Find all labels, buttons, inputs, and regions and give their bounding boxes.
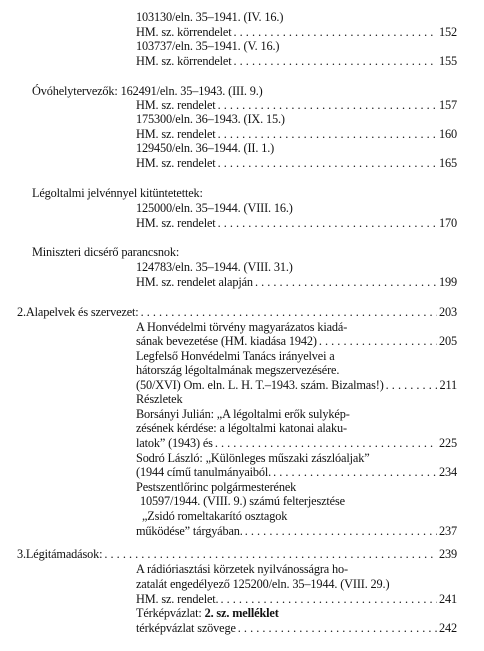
toc-entry-text: HM. sz. körrendelet [136,25,232,39]
page-number: 165 [439,156,457,170]
toc-entry-text: 125000/eln. 35–1944. (VIII. 16.) [136,201,293,215]
page-number: 199 [439,275,457,289]
toc-entry [136,592,457,606]
page-number: 170 [439,216,457,230]
toc-entry [136,334,457,348]
section-heading [17,305,457,319]
toc-entry-label: Térképvázlat: [136,606,205,620]
toc-entry-text: HM. sz. rendelet alapján [136,275,253,289]
page-number: 152 [439,25,457,39]
toc-entry [136,275,457,289]
toc-entry [136,465,457,479]
toc-entry-text: A Honvédelmi törvény magyarázatos kiadá- [136,320,348,334]
dot-leader [245,524,437,538]
toc-entry-text: működése” tárgyában. [136,524,243,538]
dot-leader [215,436,437,450]
page-number: 225 [439,436,457,450]
toc-entry-text: Sodró László: „Különleges műszaki zászlóaljak” [136,451,370,465]
page-number: 155 [439,54,457,68]
toc-entry [136,54,457,68]
toc-entry-text: zésének kérdése: a légoltalmi katonai alaku- [136,421,347,435]
toc-entry-text: HM. sz. rendelet [136,127,216,141]
toc-entry-text: Legfelső Honvédelmi Tanács irányelvei a [136,349,335,363]
page-number: 234 [439,465,457,479]
dot-leader [319,334,437,348]
dot-leader [218,156,437,170]
toc-entry-text: 10597/1944. (VIII. 9.) számú felterjesztése [140,494,345,508]
dot-leader [218,216,437,230]
toc-entry [136,524,457,538]
toc-entry-text: Részletek [136,392,183,406]
toc-entry-text: A rádióriasztási körzetek nyilvánosságra ho- [136,562,348,576]
dot-leader [104,547,437,561]
toc-entry-text: (50/XVI) Om. eln. L. H. T.–1943. szám. Bizalmas!) [136,378,384,392]
dot-leader [255,275,437,289]
page-number: 160 [439,127,457,141]
toc-entry [136,98,457,112]
toc-entry-text: 129450/eln. 36–1944. (II. 1.) [136,141,275,155]
toc-entry-text: Pestszentlőrinc polgármesterének [136,480,297,494]
toc-entry-text: sának bevezetése (HM. kiadása 1942) [136,334,317,348]
toc-entry-text: 175300/eln. 36–1943. (IX. 15.) [136,112,285,126]
page-number: 239 [439,547,457,561]
page-number: 211 [439,378,457,392]
toc-entry-text: HM. sz. rendelet [136,98,216,112]
toc-entry [136,621,457,635]
toc-entry-text [136,606,279,620]
toc-entry-text: 103130/eln. 35–1941. (IV. 16.) [136,10,284,24]
toc-entry-text: HM. sz. rendelet [136,156,216,170]
dot-leader [273,465,437,479]
toc-entry-text: 103737/eln. 35–1941. (V. 16.) [136,39,280,53]
page-number: 205 [439,334,457,348]
dot-leader [141,305,437,319]
toc-entry-text: zatalát engedélyező 125200/eln. 35–1944. (VIII. 29.) [136,577,390,591]
page-number: 203 [439,305,457,319]
toc-entry [136,378,457,392]
toc-entry-text: hátország légoltalmának megszervezésére. [136,363,340,377]
dot-leader [234,54,438,68]
section-heading [17,547,457,561]
toc-entry-text: HM. sz. rendelet [136,216,216,230]
toc-entry-text: (1944 című tanulmányaiból. [136,465,272,479]
dot-leader [218,127,437,141]
appendix-reference: 2. sz. melléklet [204,606,279,620]
toc-entry-text: 3.Légitámadások: [17,547,103,561]
dot-leader [386,378,438,392]
toc-entry-text: „Zsidó romeltakarító osztagok [142,509,288,523]
page-number: 237 [439,524,457,538]
dot-leader [220,592,437,606]
toc-entry [136,127,457,141]
dot-leader [218,98,437,112]
section-heading: Légoltalmi jelvénnyel kitüntetettek: [32,186,203,200]
page-number: 242 [439,621,457,635]
section-heading: Miniszteri dicsérő parancsnok: [32,245,180,259]
toc-entry-text: HM. sz. körrendelet [136,54,232,68]
toc-entry-text: 124783/eln. 35–1944. (VIII. 31.) [136,260,293,274]
toc-entry-text: latok” (1943) és [136,436,213,450]
section-heading: Óvóhelytervezők: 162491/eln. 35–1943. (III. 9.) [32,84,263,98]
toc-entry-text: térképvázlat szövege [136,621,236,635]
page-number: 241 [439,592,457,606]
toc-entry-text: HM. sz. rendelet. [136,592,219,606]
toc-entry-text: Borsányi Julián: „A légoltalmi erők sulykép- [136,407,350,421]
toc-entry [136,156,457,170]
toc-entry [136,436,457,450]
page-number: 157 [439,98,457,112]
dot-leader [234,25,438,39]
toc-entry [136,25,457,39]
dot-leader [238,621,437,635]
toc-entry [136,216,457,230]
toc-entry-text: 2.Alapelvek és szervezet: [17,305,139,319]
